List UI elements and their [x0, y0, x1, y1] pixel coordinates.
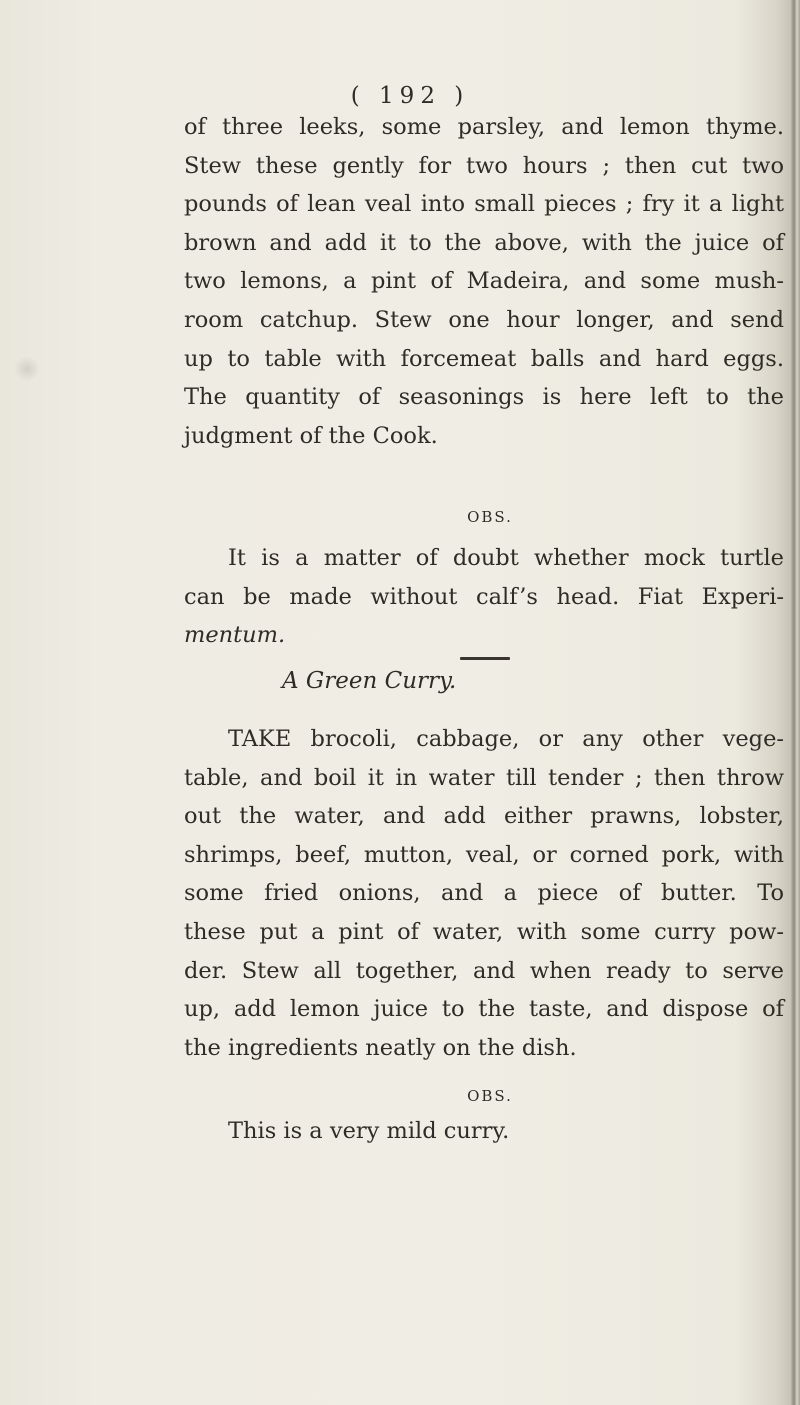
recipe-green-curry	[184, 720, 784, 1067]
text-line: these put a pint of water, with some curry pow-	[184, 918, 784, 945]
text-line: two lemons, a pint of Madeira, and some mush-	[184, 268, 784, 295]
text-line: Stew these gently for two hours ; then cut two	[184, 152, 784, 179]
text-line: up, add lemon juice to the taste, and dispose of	[184, 996, 784, 1023]
text-line: of three leeks, some parsley, and lemon thyme.	[184, 114, 784, 140]
text-line: table, and boil it in water till tender ; then throw	[184, 764, 784, 791]
page-number: ( 192 )	[350, 83, 470, 109]
text-line: room catchup. Stew one hour longer, and send	[184, 306, 784, 333]
text-line: out the water, and add either prawns, lobster,	[184, 803, 784, 830]
obs-note-mild-curry: This is a very mild curry.	[228, 1118, 510, 1144]
recipe-title: A Green Curry.	[282, 668, 457, 694]
text-line: mentum.	[184, 622, 286, 649]
text-line: the ingredients neatly on the dish.	[184, 1034, 577, 1061]
text-line	[184, 539, 784, 578]
obs-note-line: It is a matter of doubt whether mock turtle	[228, 545, 784, 571]
text-line: shrimps, beef, mutton, veal, or corned pork, with	[184, 841, 784, 868]
text-line: some fried onions, and a piece of butter. To	[184, 880, 784, 907]
page-edge	[790, 0, 800, 1405]
paper-stain	[14, 356, 40, 382]
text-line: judgment of the Cook.	[184, 422, 438, 449]
text-line: der. Stew all together, and when ready to serve	[184, 957, 784, 984]
text-line: can be made without calf’s head. Fiat Experi-	[184, 583, 784, 610]
text-line: up to table with forcemeat balls and hard eggs.	[184, 345, 784, 372]
text-line	[184, 720, 784, 759]
section-divider	[460, 657, 510, 660]
text-line: brown and add it to the above, with the juice of	[184, 229, 784, 256]
text-line: pounds of lean veal into small pieces ; fry it a light	[184, 191, 784, 218]
text-line: The quantity of seasonings is here left to the	[184, 384, 784, 411]
obs-label: OBS.	[467, 508, 513, 526]
paragraph-veal-stew	[184, 108, 784, 455]
obs-label: OBS.	[467, 1087, 513, 1105]
obs-note-mock-turtle	[184, 539, 784, 655]
recipe-first-line: TAKE brocoli, cabbage, or any other vege-	[228, 726, 784, 752]
